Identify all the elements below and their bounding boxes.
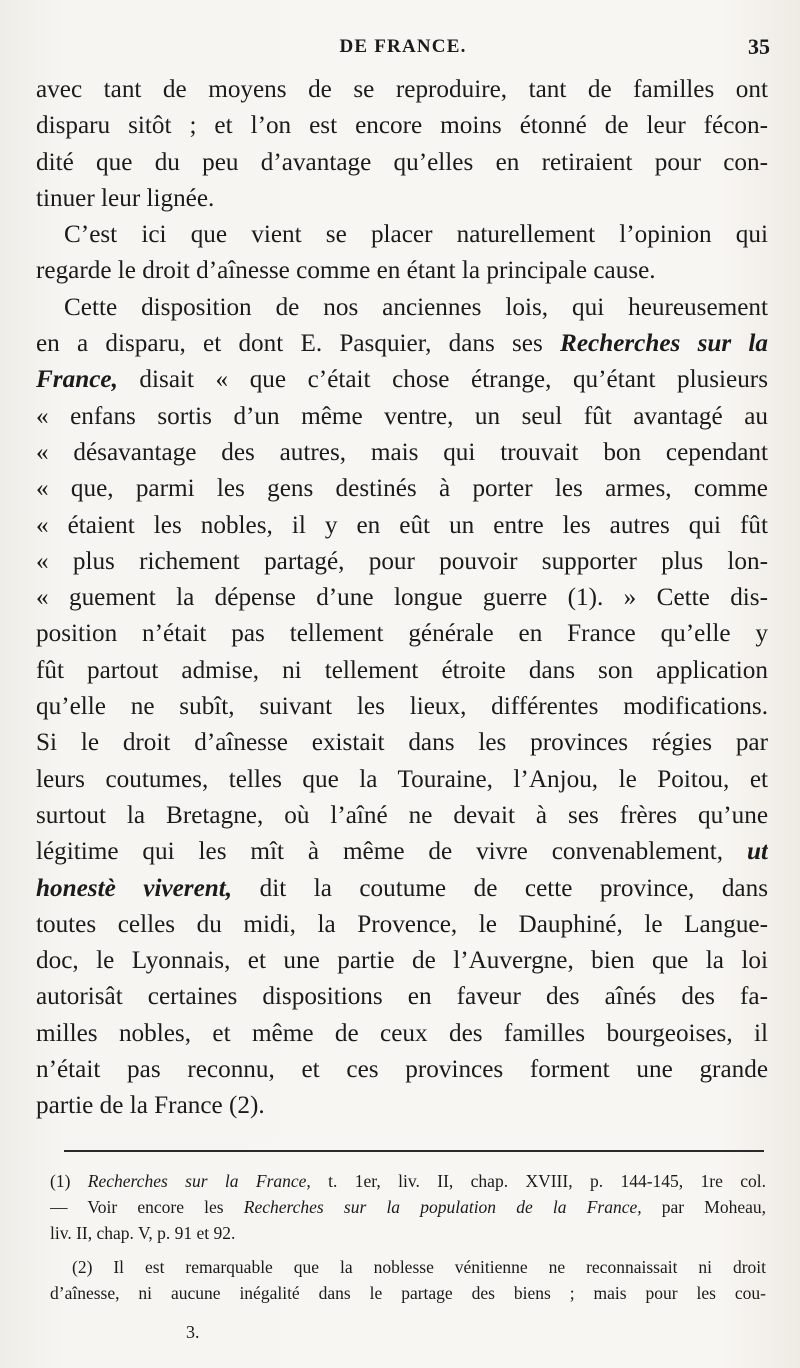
footnote-marker: (1)	[50, 1171, 71, 1191]
text-line: « guement la dépense d’une longue guerre (1). » Cette dis-	[36, 584, 768, 612]
italic-title: Recherches sur la	[560, 330, 768, 358]
footnote-gap	[50, 1246, 766, 1254]
text-line: avec tant de moyens de se reproduire, tant de familles ont	[36, 76, 768, 103]
footnote-divider	[64, 1150, 764, 1152]
text-line: C’est ici que vient se placer naturellement l’opinion qui	[64, 221, 768, 249]
footnote-line	[50, 1168, 766, 1194]
text-line: autorisât certaines dispositions en faveur des aînés des fa-	[36, 983, 768, 1011]
text-line: tinuer leur lignée.	[36, 184, 215, 212]
text-line: Cette disposition de nos anciennes lois, qui heureusement	[64, 293, 768, 321]
text-line: regarde le droit d’aînesse comme en étant la principale cause.	[36, 257, 656, 285]
text-line: doc, le Lyonnais, et une partie de l’Auvergne, bien que la loi	[36, 947, 768, 975]
text-line: toutes celles du midi, la Provence, le Dauphiné, le Langue-	[36, 910, 768, 938]
footnotes	[50, 1168, 766, 1306]
italic-latin: honestè viverent,	[36, 874, 233, 902]
text-line: « désavantage des autres, mais qui trouvait bon cependant	[36, 438, 768, 466]
footnote-text: par Moheau,	[661, 1197, 766, 1217]
text-line: dité que du peu d’avantage qu’elles en retiraient pour con-	[36, 148, 768, 176]
footnote-text: — Voir encore les	[50, 1197, 224, 1217]
footnote-line: d’aînesse, ni aucune inégalité dans le partage des biens ; mais pour les cou-	[50, 1283, 766, 1303]
body-text	[36, 72, 768, 1125]
italic-latin: ut	[746, 838, 768, 866]
text-line: leurs coutumes, telles que la Touraine, l’Anjou, le Poitou, et	[36, 765, 768, 793]
footnote-italic: Recherches sur la France,	[87, 1171, 311, 1191]
text-line: position n’était pas tellement générale en France qu’elle y	[36, 620, 768, 648]
footnote-text: t. 1er, liv. II, chap. XVIII, p. 144-145, 1re col.	[328, 1171, 766, 1191]
text-line: surtout la Bretagne, où l’aîné ne devait à ses frères qu’une	[36, 801, 768, 829]
running-head: DE FRANCE.	[339, 36, 467, 57]
text-line	[36, 326, 768, 362]
text-line: disparu sitôt ; et l’on est encore moins étonné de leur fécon-	[36, 112, 768, 140]
text-span: légitime qui les mît à même de vivre convenablement,	[36, 838, 724, 866]
text-span: dit la coutume de cette province, dans	[259, 874, 768, 902]
text-line: partie de la France (2).	[36, 1092, 265, 1120]
page-number: 35	[748, 34, 770, 59]
text-line: Si le droit d’aînesse existait dans les provinces régies par	[36, 729, 768, 757]
signature-mark: 3.	[186, 1322, 200, 1342]
text-line: « enfans sortis d’un même ventre, un seul fût avantagé au	[36, 402, 768, 430]
text-line	[36, 362, 768, 398]
text-span: en a disparu, et dont E. Pasquier, dans ses	[36, 330, 543, 358]
page-header	[36, 36, 770, 70]
text-line: qu’elle ne subît, suivant les lieux, différentes modifications.	[36, 693, 768, 721]
italic-title: France,	[36, 366, 118, 394]
text-line: milles nobles, et même de ceux des familles bourgeoises, il	[36, 1019, 768, 1047]
text-line: « que, parmi les gens destinés à porter les armes, comme	[36, 475, 768, 503]
text-span: disait « que c’était chose étrange, qu’étant plusieurs	[139, 366, 768, 394]
footnote-line: (2) Il est remarquable que la noblesse vénitienne ne reconnaissait ni droit	[72, 1257, 766, 1277]
footnote-italic: Recherches sur la population de la France,	[243, 1197, 642, 1217]
text-line: n’était pas reconnu, et ces provinces forment une grande	[36, 1056, 768, 1084]
text-line: « étaient les nobles, il y en eût un entre les autres qui fût	[36, 511, 768, 539]
text-line: fût partout admise, ni tellement étroite dans son application	[36, 656, 768, 684]
text-line	[36, 871, 768, 907]
text-line	[36, 834, 768, 870]
footnote-line	[50, 1194, 766, 1220]
footnote-line: liv. II, chap. V, p. 91 et 92.	[50, 1223, 236, 1243]
text-line: « plus richement partagé, pour pouvoir supporter plus lon-	[36, 547, 768, 575]
